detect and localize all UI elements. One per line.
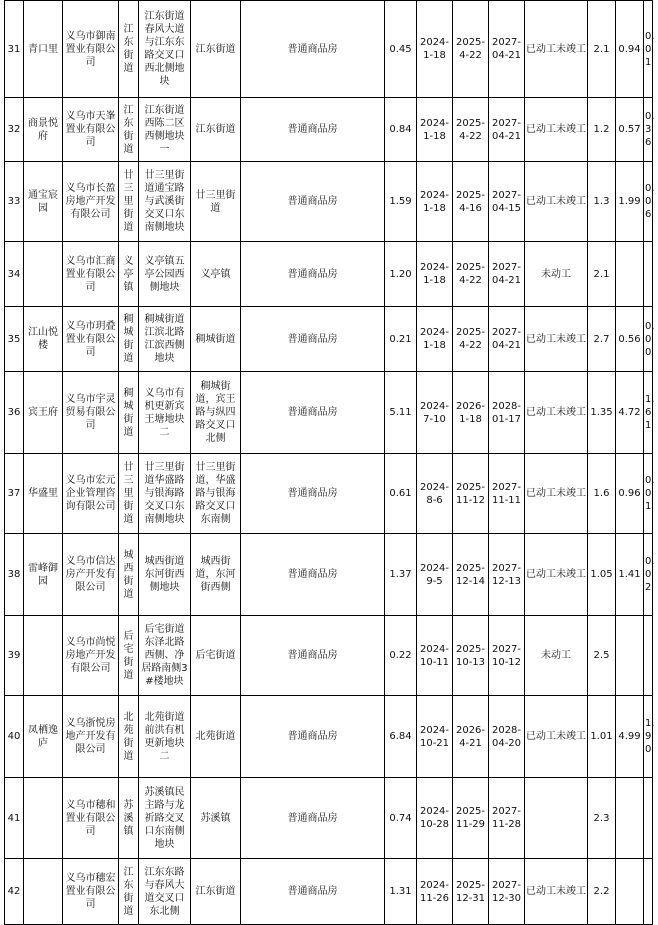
extra-value-cell: 1.61 (644, 372, 653, 454)
end-date-cell: 2027-12-30 (489, 859, 525, 925)
plot-ratio-cell: 2.7 (588, 307, 616, 372)
table-row (5, 616, 653, 696)
district-cell: 北苑街道 (191, 696, 241, 778)
extra-value-cell (644, 616, 653, 696)
value-cell: 1.99 (616, 162, 644, 242)
status-cell: 未动工 (525, 616, 588, 696)
start-date-cell: 2024-1-18 (417, 1, 453, 98)
extra-value-cell (644, 859, 653, 925)
housing-type-cell: 普通商品房 (241, 534, 385, 616)
start-date-cell: 2024-1-18 (417, 307, 453, 372)
table-row (5, 372, 653, 454)
start-date-cell: 2024-10-28 (417, 778, 453, 859)
location-cell: 廿三里街道华盛路与银海路交叉口东南侧地块 (139, 454, 191, 534)
plot-ratio-cell: 1.2 (588, 98, 616, 162)
area-cell: 1.37 (385, 534, 417, 616)
location-cell: 城西街道东河街西侧地块 (139, 534, 191, 616)
table-row (5, 454, 653, 534)
end-date-cell: 2027-04-15 (489, 162, 525, 242)
plot-ratio-cell: 2.1 (588, 242, 616, 307)
location-cell: 义亭镇五亭公园西侧地块 (139, 242, 191, 307)
housing-type-cell: 普通商品房 (241, 859, 385, 925)
plot-ratio-cell: 2.2 (588, 859, 616, 925)
sale-date-cell: 2025-10-13 (453, 616, 489, 696)
district-cell: 城西街道，东河街西侧 (191, 534, 241, 616)
start-date-cell: 2024-8-6 (417, 454, 453, 534)
seq-cell: 32 (5, 98, 24, 162)
value-cell: 0.96 (616, 454, 644, 534)
street-cell: 江东街道 (119, 1, 139, 98)
value-cell: 0.57 (616, 98, 644, 162)
value-cell: 0.56 (616, 307, 644, 372)
end-date-cell: 2027-04-21 (489, 98, 525, 162)
area-cell: 1.59 (385, 162, 417, 242)
project-name-cell: 商景悦府 (24, 98, 63, 162)
developer-cell: 义乌市宇灵贸易有限公司 (63, 372, 119, 454)
street-cell: 廿三里街道 (119, 454, 139, 534)
developer-cell: 义乌市穗和置业有限公司 (63, 778, 119, 859)
seq-cell: 37 (5, 454, 24, 534)
end-date-cell: 2027-04-21 (489, 242, 525, 307)
value-cell: 0.94 (616, 1, 644, 98)
extra-value-cell (644, 242, 653, 307)
value-cell (616, 859, 644, 925)
sale-date-cell: 2025-4-22 (453, 307, 489, 372)
value-cell: 4.99 (616, 696, 644, 778)
housing-type-cell: 普通商品房 (241, 307, 385, 372)
project-name-cell (24, 778, 63, 859)
start-date-cell: 2024-1-18 (417, 162, 453, 242)
developer-cell: 义乌市信达房产开发有限公司 (63, 534, 119, 616)
area-cell: 5.11 (385, 372, 417, 454)
district-cell: 江东街道 (191, 98, 241, 162)
project-name-cell (24, 859, 63, 925)
table-row (5, 1, 653, 98)
project-name-cell: 通宝宸园 (24, 162, 63, 242)
district-cell: 稠城街道 (191, 307, 241, 372)
housing-type-cell: 普通商品房 (241, 98, 385, 162)
extra-value-cell: 0.01 (644, 1, 653, 98)
housing-type-cell: 普通商品房 (241, 162, 385, 242)
area-cell: 1.31 (385, 859, 417, 925)
plot-ratio-cell: 2.3 (588, 778, 616, 859)
developer-cell: 义乌市御南置业有限公司 (63, 1, 119, 98)
district-cell: 后宅街道 (191, 616, 241, 696)
district-cell: 江东街道 (191, 1, 241, 98)
end-date-cell: 2027-10-12 (489, 616, 525, 696)
location-cell: 稠城街道江滨北路江滨西侧地块 (139, 307, 191, 372)
area-cell: 0.74 (385, 778, 417, 859)
housing-type-cell: 普通商品房 (241, 372, 385, 454)
seq-cell: 36 (5, 372, 24, 454)
status-cell: 已动工未竣工 (525, 372, 588, 454)
street-cell: 苏溪镇 (119, 778, 139, 859)
area-cell: 0.21 (385, 307, 417, 372)
status-cell: 未动工 (525, 242, 588, 307)
housing-type-cell: 普通商品房 (241, 242, 385, 307)
developer-cell: 义乌浙悦房地产开发有限公司 (63, 696, 119, 778)
start-date-cell: 2024-9-5 (417, 534, 453, 616)
table-row (5, 307, 653, 372)
street-cell: 廿三里街道 (119, 162, 139, 242)
district-cell: 苏溪镇 (191, 778, 241, 859)
street-cell: 江东街道 (119, 98, 139, 162)
start-date-cell: 2024-11-26 (417, 859, 453, 925)
location-cell: 后宅街道东泽北路西侧、净居路南侧3#楼地块 (139, 616, 191, 696)
sale-date-cell: 2025-11-29 (453, 778, 489, 859)
status-cell: 已动工未竣工 (525, 696, 588, 778)
location-cell: 江东街道春风大道与江东东路交叉口西北侧地块 (139, 1, 191, 98)
start-date-cell: 2024-10-11 (417, 616, 453, 696)
end-date-cell: 2027-04-21 (489, 1, 525, 98)
developer-cell: 义乌市宏元企业管理咨询有限公司 (63, 454, 119, 534)
street-cell: 后宅街道 (119, 616, 139, 696)
seq-cell: 33 (5, 162, 24, 242)
location-cell: 北苑街道前洪有机更新地块二 (139, 696, 191, 778)
housing-type-cell: 普通商品房 (241, 616, 385, 696)
table-row (5, 98, 653, 162)
table-row (5, 162, 653, 242)
area-cell: 0.22 (385, 616, 417, 696)
start-date-cell: 2024-1-18 (417, 242, 453, 307)
developer-cell: 义乌市玥叠置业有限公司 (63, 307, 119, 372)
seq-cell: 31 (5, 1, 24, 98)
project-name-cell: 雷峰御园 (24, 534, 63, 616)
location-cell: 江东街道西陈二区西侧地块一 (139, 98, 191, 162)
sale-date-cell: 2025-11-12 (453, 454, 489, 534)
plot-ratio-cell: 1.05 (588, 534, 616, 616)
value-cell: 4.72 (616, 372, 644, 454)
seq-cell: 35 (5, 307, 24, 372)
status-cell (525, 778, 588, 859)
project-name-cell: 华盛里 (24, 454, 63, 534)
location-cell: 廿三里街道通宝路与武溪街交叉口东南侧地块 (139, 162, 191, 242)
project-name-cell (24, 242, 63, 307)
developer-cell: 义乌市汇商置业有限公司 (63, 242, 119, 307)
plot-ratio-cell: 1.01 (588, 696, 616, 778)
extra-value-cell: 0.00 (644, 307, 653, 372)
housing-type-cell: 普通商品房 (241, 1, 385, 98)
table-row (5, 242, 653, 307)
street-cell: 江东街道 (119, 859, 139, 925)
seq-cell: 39 (5, 616, 24, 696)
sale-date-cell: 2026-4-21 (453, 696, 489, 778)
start-date-cell: 2024-10-21 (417, 696, 453, 778)
district-cell: 义亭镇 (191, 242, 241, 307)
status-cell: 已动工未竣工 (525, 859, 588, 925)
end-date-cell: 2027-11-11 (489, 454, 525, 534)
area-cell: 0.45 (385, 1, 417, 98)
developer-cell: 义乌市长盈房地产开发有限公司 (63, 162, 119, 242)
end-date-cell: 2027-11-28 (489, 778, 525, 859)
end-date-cell: 2027-12-13 (489, 534, 525, 616)
extra-value-cell: 0.02 (644, 534, 653, 616)
seq-cell: 42 (5, 859, 24, 925)
area-cell: 0.84 (385, 98, 417, 162)
seq-cell: 41 (5, 778, 24, 859)
plot-ratio-cell: 2.1 (588, 1, 616, 98)
status-cell: 已动工未竣工 (525, 454, 588, 534)
table-row (5, 696, 653, 778)
sale-date-cell: 2025-4-16 (453, 162, 489, 242)
project-name-cell: 江山悦楼 (24, 307, 63, 372)
extra-value-cell: 0.06 (644, 162, 653, 242)
sale-date-cell: 2025-4-22 (453, 1, 489, 98)
district-cell: 稠城街道，宾王路与纵四路交叉口北侧 (191, 372, 241, 454)
sale-date-cell: 2025-12-14 (453, 534, 489, 616)
housing-type-cell: 普通商品房 (241, 454, 385, 534)
start-date-cell: 2024-1-18 (417, 98, 453, 162)
plot-ratio-cell: 1.3 (588, 162, 616, 242)
end-date-cell: 2028-04-20 (489, 696, 525, 778)
area-cell: 0.61 (385, 454, 417, 534)
plot-ratio-cell: 1.35 (588, 372, 616, 454)
table-row (5, 778, 653, 859)
plot-ratio-cell: 1.6 (588, 454, 616, 534)
housing-project-table (4, 0, 653, 925)
housing-type-cell: 普通商品房 (241, 696, 385, 778)
district-cell: 江东街道 (191, 859, 241, 925)
district-cell: 廿三里街道，华盛路与银海路交叉口东南侧 (191, 454, 241, 534)
seq-cell: 38 (5, 534, 24, 616)
value-cell (616, 242, 644, 307)
extra-value-cell (644, 778, 653, 859)
status-cell: 已动工未竣工 (525, 162, 588, 242)
location-cell: 苏溪镇民主路与龙祈路交叉口东南侧地块 (139, 778, 191, 859)
housing-type-cell: 普通商品房 (241, 778, 385, 859)
status-cell: 已动工未竣工 (525, 98, 588, 162)
developer-cell: 义乌市尚悦房地产开发有限公司 (63, 616, 119, 696)
location-cell: 江东东路与春风大道交叉口东北侧 (139, 859, 191, 925)
extra-value-cell: 1.90 (644, 696, 653, 778)
project-name-cell (24, 616, 63, 696)
area-cell: 6.84 (385, 696, 417, 778)
plot-ratio-cell: 2.5 (588, 616, 616, 696)
project-name-cell: 凤栖逸庐 (24, 696, 63, 778)
value-cell (616, 778, 644, 859)
area-cell: 1.20 (385, 242, 417, 307)
street-cell: 北苑街道 (119, 696, 139, 778)
table-row (5, 859, 653, 925)
status-cell: 已动工未竣工 (525, 307, 588, 372)
seq-cell: 34 (5, 242, 24, 307)
status-cell: 已动工未竣工 (525, 534, 588, 616)
value-cell: 1.41 (616, 534, 644, 616)
table-row (5, 534, 653, 616)
start-date-cell: 2024-7-10 (417, 372, 453, 454)
extra-value-cell: 0.36 (644, 98, 653, 162)
street-cell: 义亭镇 (119, 242, 139, 307)
project-name-cell: 宾王府 (24, 372, 63, 454)
developer-cell: 义乌市穗宏置业有限公司 (63, 859, 119, 925)
sale-date-cell: 2025-12-31 (453, 859, 489, 925)
end-date-cell: 2028-01-17 (489, 372, 525, 454)
location-cell: 义乌市有机更新宾王塘地块二 (139, 372, 191, 454)
end-date-cell: 2027-04-21 (489, 307, 525, 372)
sale-date-cell: 2026-1-18 (453, 372, 489, 454)
value-cell (616, 616, 644, 696)
sale-date-cell: 2025-4-22 (453, 98, 489, 162)
street-cell: 稠城街道 (119, 372, 139, 454)
sale-date-cell: 2025-4-22 (453, 242, 489, 307)
status-cell: 已动工未竣工 (525, 1, 588, 98)
street-cell: 城西街道 (119, 534, 139, 616)
project-name-cell: 青口里 (24, 1, 63, 98)
seq-cell: 40 (5, 696, 24, 778)
street-cell: 稠城街道 (119, 307, 139, 372)
district-cell: 廿三里街道 (191, 162, 241, 242)
extra-value-cell: 0.01 (644, 454, 653, 534)
developer-cell: 义乌市天峯置业有限公司 (63, 98, 119, 162)
